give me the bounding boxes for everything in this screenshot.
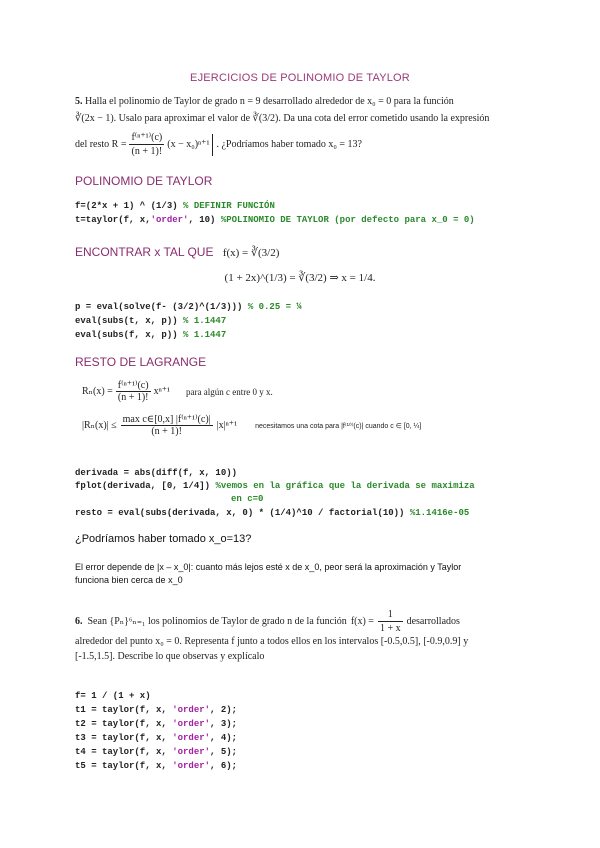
code-text: t=taylor(f, x, xyxy=(75,215,151,225)
code-string: 'order' xyxy=(172,719,211,729)
formula-note: necesitamos una cota para |f⁽¹⁰⁾(c)| cuando c ∈ [0, ¼] xyxy=(255,422,422,430)
exercise-5-number: 5. xyxy=(75,96,83,107)
code-text: p = eval(solve(f- (3/2)^(1/3))) xyxy=(75,302,248,312)
fraction-numerator: f⁽ⁿ⁺¹⁾(c) xyxy=(131,132,163,143)
code-text: , 6); xyxy=(210,761,238,771)
code-comment: % 1.1447 xyxy=(183,316,227,326)
exercise-5-text-3b: (x − x₀)ⁿ⁺¹ xyxy=(167,139,210,150)
code-text: , 5); xyxy=(210,747,238,757)
code-solve xyxy=(75,301,302,313)
formula-fraction xyxy=(116,380,151,403)
code-text: t3 = taylor(f, x, xyxy=(75,733,173,743)
code-text: , 2); xyxy=(210,705,238,715)
exercise-6-fraction xyxy=(378,608,403,635)
exercise-6-statement xyxy=(75,608,545,663)
exercise-5-statement xyxy=(75,95,535,158)
fraction-denominator: (n + 1)! xyxy=(117,392,149,403)
formula-rhs: xⁿ⁺¹ xyxy=(153,386,171,397)
heading-text: ENCONTRAR x TAL QUE xyxy=(75,245,214,259)
code-text: f=(2*x + 1) ^ (1/3) xyxy=(75,201,184,211)
fraction-numerator: 1 xyxy=(378,608,403,622)
exercise-5-text-2b: . Da una cota del error cometido usando la expresión xyxy=(278,113,490,124)
exercise-6-text-1a: Sean {Pₙ}⁶ₙ₌₁ los polinomios de Taylor de grado n de la función xyxy=(87,616,347,627)
code-derivative: derivada = abs(diff(f, x, 10)) xyxy=(75,468,238,478)
code-resto xyxy=(75,507,469,519)
exercise-5-fraction xyxy=(129,131,164,158)
exercise-6-line-1 xyxy=(75,608,545,635)
solve-equation: (1 + 2x)^(1/3) = ∛(3/2) ⇒ x = 1/4. xyxy=(224,272,376,284)
code-text: , 3); xyxy=(210,719,238,729)
code-comment: %vemos en la gráfica que la derivada se maximiza xyxy=(215,481,475,491)
bar-divider xyxy=(212,134,213,156)
code-define-f: f= 1 / (1 + x) xyxy=(75,691,151,701)
code-taylor-polynomial xyxy=(75,214,475,226)
code-comment: % 1.1447 xyxy=(183,330,227,340)
code-text: t5 = taylor(f, x, xyxy=(75,761,173,771)
code-line-t3 xyxy=(75,732,237,744)
answer-line-1: El error depende de |x – x_0|: cuanto más lejos esté x de x_0, peor será la aproximación y Taylor xyxy=(75,562,462,572)
exercise-6-line-3: [-1.5,1.5]. Describe lo que observas y explícalo xyxy=(75,651,265,662)
exercise-6-line-2: alrededor del punto x₀ = 0. Representa f junto a todos ellos en los intervalos [-0.5,0.5], [-0.9,0.9] y xyxy=(75,636,469,647)
code-line-t5 xyxy=(75,760,237,772)
exercise-5-text-1: Halla el polinomio de Taylor de grado n = 9 desarrollado alrededor de x₀ = 0 para la función xyxy=(85,96,454,107)
code-line-t2 xyxy=(75,718,237,730)
code-string: 'order' xyxy=(172,747,211,757)
fraction-numerator: f⁽ⁿ⁺¹⁾(c) xyxy=(117,380,149,391)
heading-resto-lagrange: RESTO DE LAGRANGE xyxy=(75,355,207,369)
code-comment: % DEFINIR FUNCIÓN xyxy=(183,201,275,211)
fraction-numerator: max c∈[0,x] |f⁽ⁿ⁺¹⁾(c)| xyxy=(122,414,211,425)
taylor-code-list xyxy=(75,704,237,772)
lagrange-formula xyxy=(82,380,273,403)
code-text: t1 = taylor(f, x, xyxy=(75,705,173,715)
code-string: 'order' xyxy=(172,705,211,715)
code-text: t4 = taylor(f, x, xyxy=(75,747,173,757)
page-title: EJERCICIOS DE POLINOMIO DE TAYLOR xyxy=(190,72,410,84)
code-comment: %1.1416e-05 xyxy=(409,508,470,518)
exercise-6-text-1b: desarrollados xyxy=(406,616,460,627)
code-line-t4 xyxy=(75,746,237,758)
heading-polinomio-taylor: POLINOMIO DE TAYLOR xyxy=(75,174,213,188)
code-eval-function xyxy=(75,329,226,341)
code-text: t2 = taylor(f, x, xyxy=(75,719,173,729)
code-string: 'order' xyxy=(150,215,189,225)
formula-text: para algún c entre 0 y x. xyxy=(186,386,273,397)
fraction-denominator: (n + 1)! xyxy=(131,146,163,157)
code-comment: %POLINOMIO DE TAYLOR (por defecto para x_0 = 0) xyxy=(220,215,475,225)
code-comment-continuation: en c=0 xyxy=(231,494,264,504)
fraction-denominator: 1 + x xyxy=(379,623,401,634)
exercise-6-number: 6. xyxy=(75,616,83,627)
answer-line-2: funciona bien cerca de x_0 xyxy=(75,575,183,585)
exercise-5-root-expression: ∛(3/2) xyxy=(252,113,279,124)
formula-lhs: Rₙ(x) = xyxy=(82,386,113,397)
code-define-function xyxy=(75,200,275,212)
code-line-t1 xyxy=(75,704,237,716)
exercise-5-line-3 xyxy=(75,131,535,158)
formula-lhs: |Rₙ(x)| ≤ xyxy=(82,420,117,431)
heading-encontrar-x xyxy=(75,245,279,259)
code-text: , 10) xyxy=(188,215,221,225)
fraction-denominator: (n + 1)! xyxy=(151,426,182,437)
code-eval-taylor xyxy=(75,315,226,327)
error-bound-formula xyxy=(82,414,421,437)
code-text: eval(subs(t, x, p)) xyxy=(75,316,184,326)
formula-fraction xyxy=(121,414,213,437)
code-string: 'order' xyxy=(172,733,211,743)
code-string: 'order' xyxy=(172,761,211,771)
exercise-5-text-2a: ∛(2x − 1). Usalo para aproximar el valor de xyxy=(75,113,251,124)
formula-rhs: |x|ⁿ⁺¹ xyxy=(216,420,238,431)
code-text: resto = eval(subs(derivada, x, 0) * (1/4)^10 / factorial(10)) xyxy=(75,508,410,518)
heading-equation: f(x) = ∛(3/2) xyxy=(222,247,280,259)
code-text: eval(subs(f, x, p)) xyxy=(75,330,184,340)
code-text: fplot(derivada, [0, 1/4]) xyxy=(75,481,216,491)
code-fplot xyxy=(75,480,475,492)
heading-question-x0: ¿Podríamos haber tomado x_o=13? xyxy=(75,533,252,545)
exercise-5-line-1 xyxy=(75,95,535,108)
code-text: , 4); xyxy=(210,733,238,743)
exercise-5-text-3c: . ¿Podríamos haber tomado x₀ = 13? xyxy=(216,139,362,150)
exercise-5-text-3a: del resto R = xyxy=(75,139,127,150)
answer-paragraph xyxy=(75,561,535,587)
exercise-5-line-2 xyxy=(75,112,535,125)
code-comment: % 0.25 = ¼ xyxy=(247,302,302,312)
exercise-6-function: f(x) = xyxy=(350,616,374,627)
